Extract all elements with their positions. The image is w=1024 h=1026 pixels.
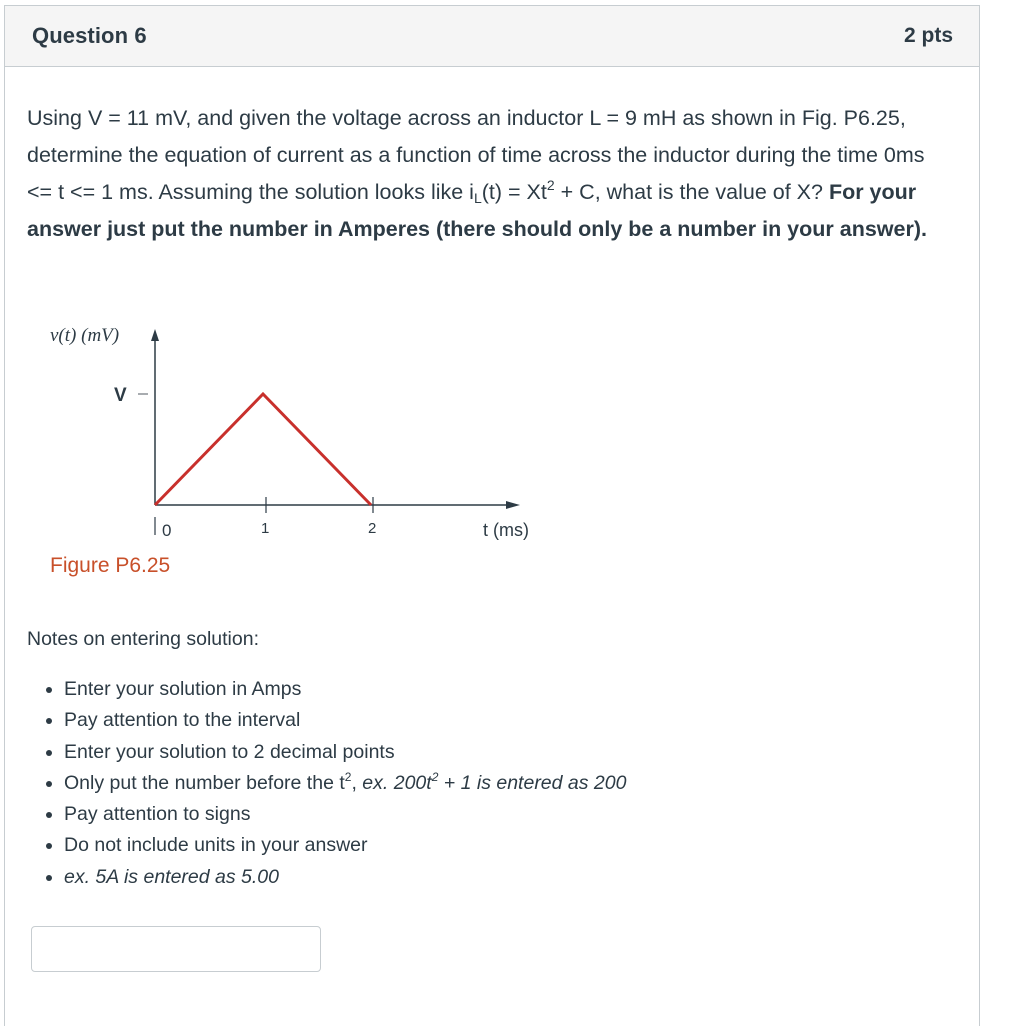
x-axis-label: t (ms) (483, 520, 529, 540)
note-text: Enter your solution in Amps (64, 678, 302, 700)
note-italic: ex. 200t (362, 771, 432, 794)
note-text: Pay attention to signs (64, 803, 251, 826)
answer-input[interactable] (31, 926, 321, 972)
y-axis-arrow-icon (151, 329, 159, 341)
note-superscript: 2 (344, 769, 352, 784)
list-item (64, 737, 626, 768)
note-italic-superscript: 2 (431, 769, 439, 784)
notes-list (27, 674, 626, 893)
peak-label: V (114, 385, 127, 406)
voltage-chart (18, 305, 558, 585)
list-item (64, 862, 626, 893)
list-item (64, 768, 626, 799)
list-item (64, 674, 626, 705)
note-text: Enter your solution to 2 decimal points (64, 740, 395, 763)
notes-heading: Notes on entering solution: (27, 628, 259, 650)
question-prompt (27, 100, 947, 248)
note-text: Pay attention to the interval (64, 709, 301, 732)
note-text: Do not include units in your answer (64, 834, 368, 857)
y-axis-label: v(t) (mV) (50, 325, 120, 346)
prompt-text-1: Using V = 11 mV, and given the voltage across an inductor L = 9 mH as shown in Fig. P6.25, determine the equation of current as a function of time across the inductor during the time 0ms <= t <= 1 ms. Assuming the solution looks like i (27, 106, 925, 204)
list-item (64, 799, 626, 830)
tick-label-0: 0 (162, 521, 172, 540)
note-text: , (351, 771, 363, 794)
note-italic: ex. 5A is entered as 5.00 (64, 865, 279, 888)
figure-caption: Figure P6.25 (50, 554, 171, 577)
question-header (5, 6, 979, 67)
question-body (27, 100, 947, 248)
list-item (64, 830, 626, 861)
tick-label-2: 2 (368, 520, 377, 537)
prompt-bold-instruction: For your answer just put the number in Amperes (there should only be a number in your answer). (27, 180, 927, 241)
question-points: 2 pts (903, 24, 953, 47)
question-title: Question 6 (32, 23, 147, 48)
figure-p6-25 (18, 305, 558, 585)
tick-label-1: 1 (261, 520, 270, 537)
note-italic: + 1 is entered as 200 (438, 771, 627, 794)
prompt-subscript: L (473, 190, 482, 206)
x-axis-arrow-icon (506, 501, 520, 509)
prompt-superscript: 2 (546, 177, 555, 193)
prompt-text-3: + C, what is the value of X? (554, 180, 829, 204)
list-item (64, 705, 626, 736)
voltage-series-line (155, 394, 371, 505)
note-text: Only put the number before the t (64, 771, 345, 794)
prompt-text-2: (t) = Xt (481, 180, 547, 204)
